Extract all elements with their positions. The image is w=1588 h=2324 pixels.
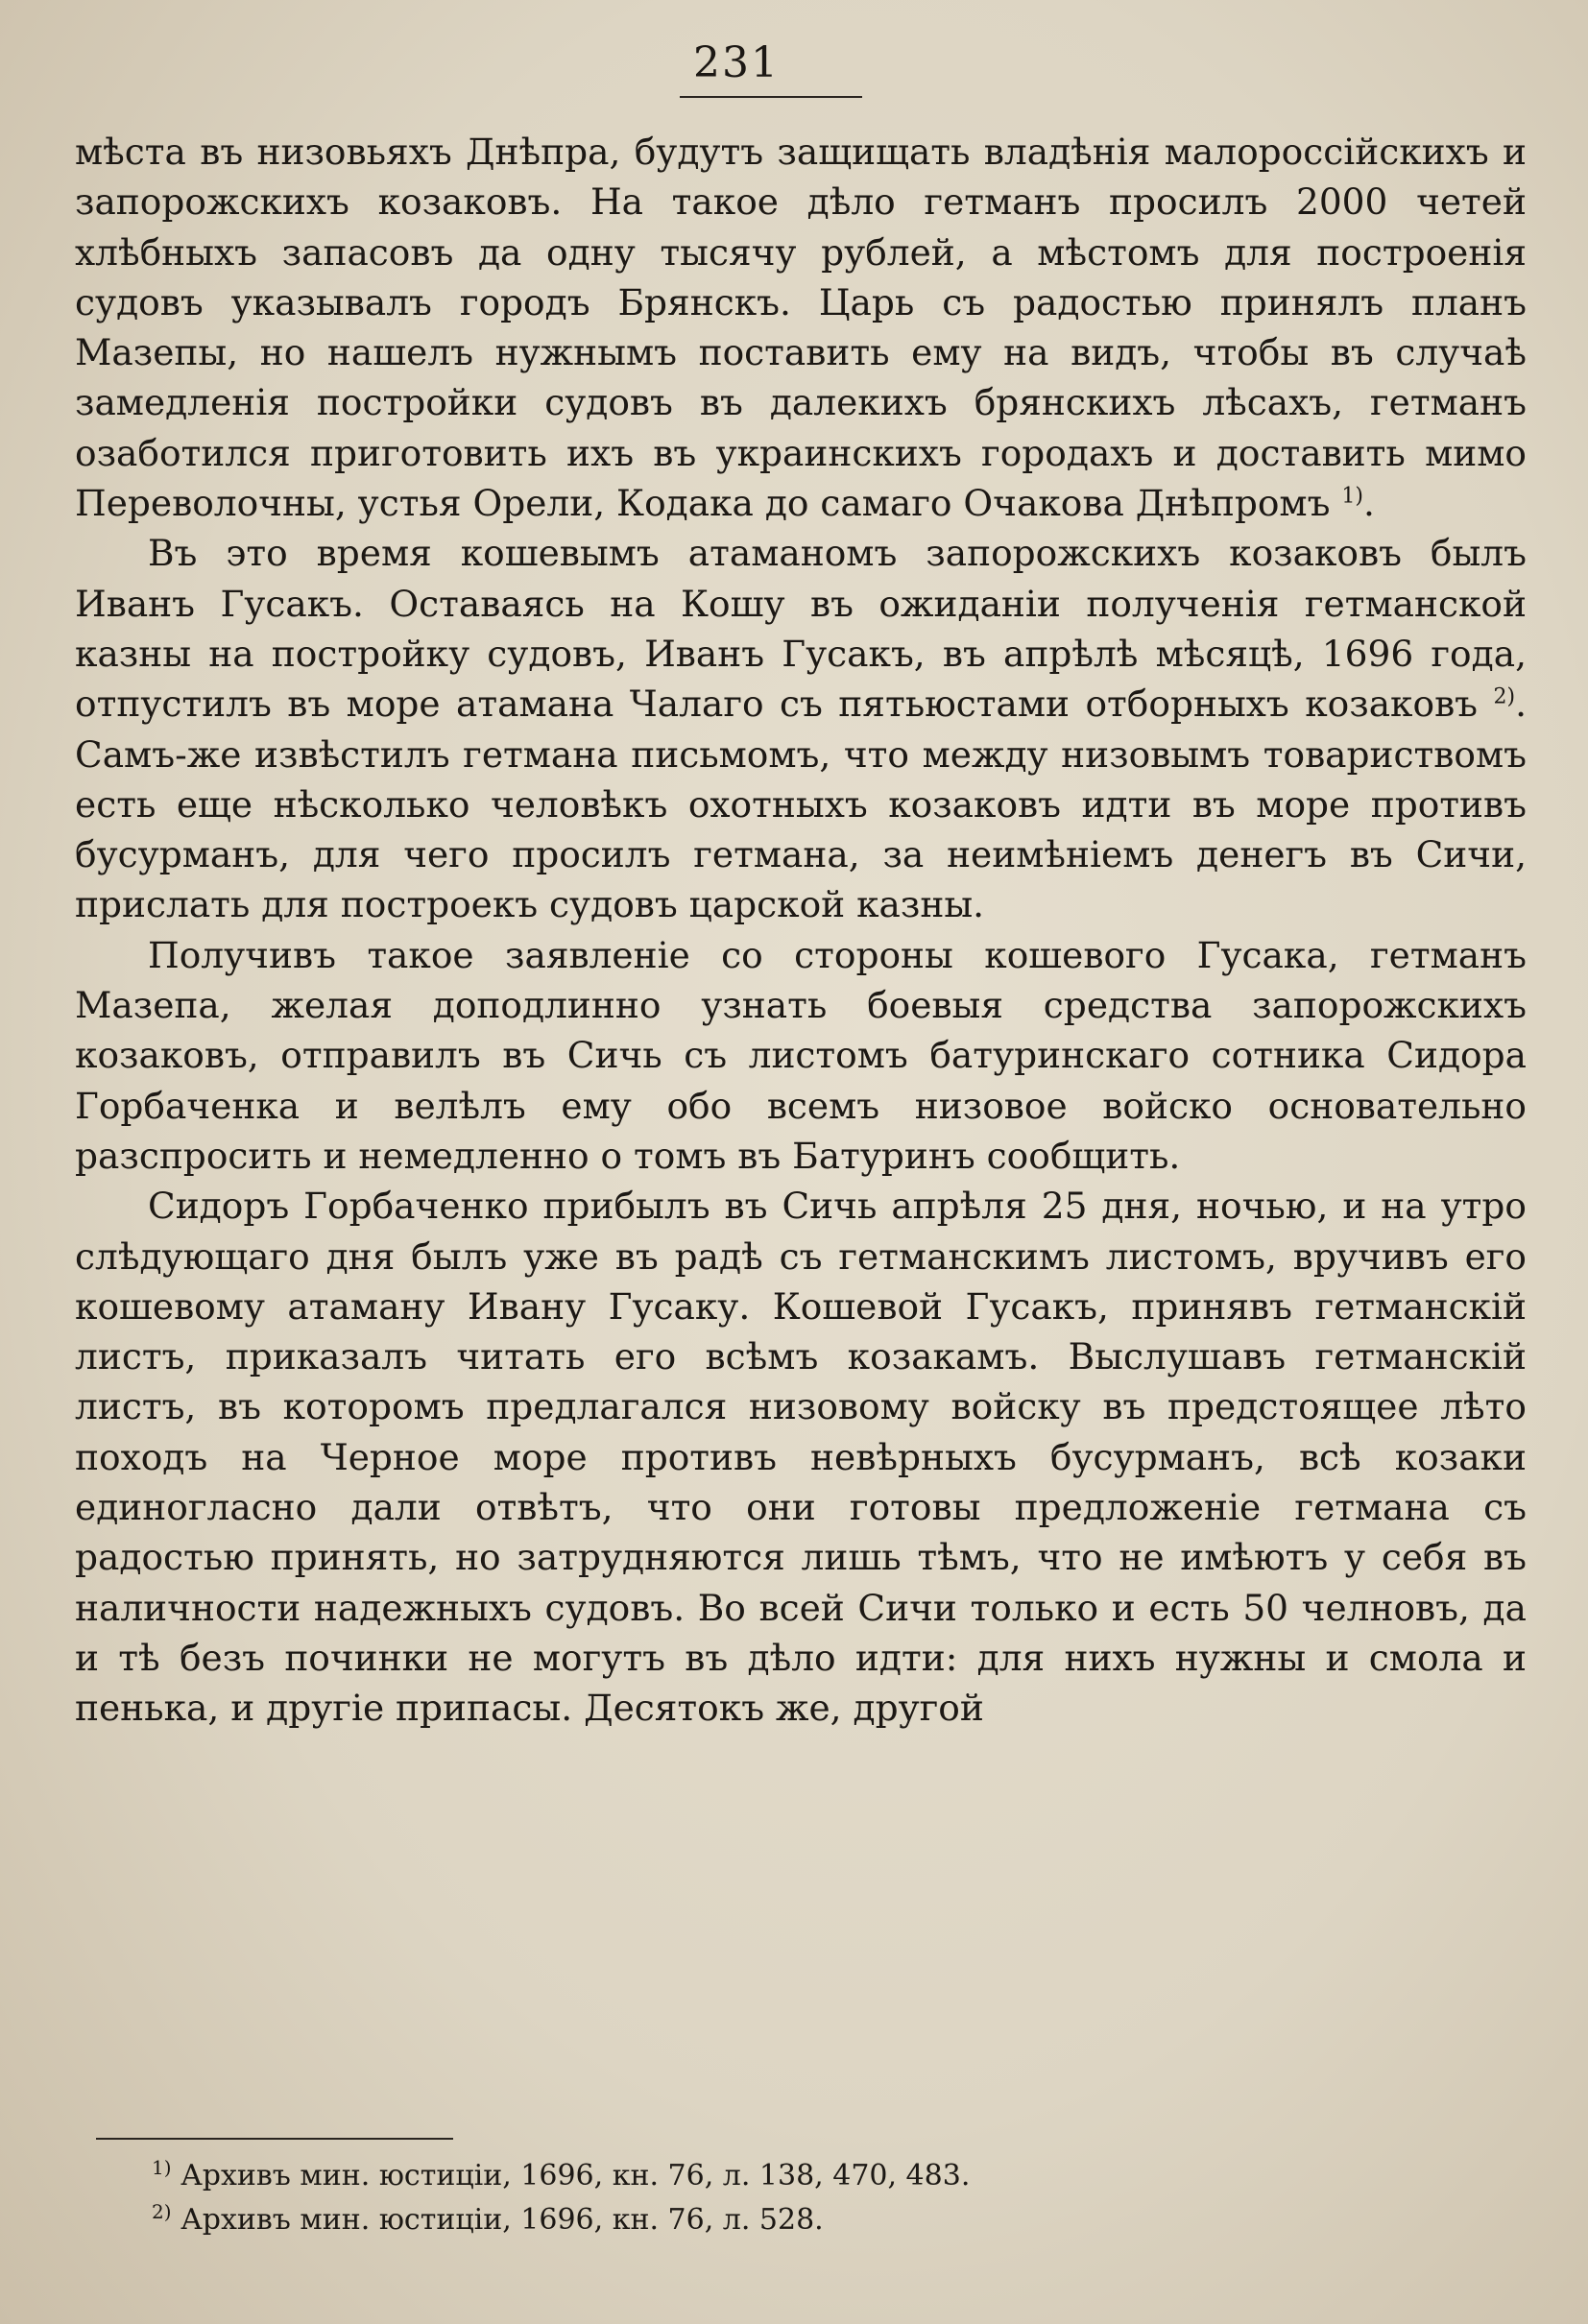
footnote-2-text: Архивъ мин. юстиціи, 1696, кн. 76, л. 528. <box>171 2203 824 2237</box>
paragraph-3-text: Получивъ такое заявленіе со стороны кошевого Гусака, гетманъ Мазепа, желая доподлинно узнать боевыя средства запорожскихъ козаковъ, отправилъ въ Сичь съ листомъ батуринскаго сотника Сидора Горбаченка и велѣлъ ему обо всемъ низовое войско основательно разспросить и немедленно о томъ въ Батуринъ сообщить. <box>75 933 1527 1177</box>
paragraph-1-text: мѣста въ низовьяхъ Днѣпра, будутъ защищать владѣнія малороссійскихъ и запорожскихъ козаковъ. На такое дѣло гетманъ просилъ 2000 четей хлѣбныхъ запасовъ да одну тысячу рублей, а мѣстомъ для построенія судовъ указывалъ городъ Брянскъ. Царь съ радостью принялъ планъ Мазепы, но нашелъ нужнымъ поставить ему на видъ, чтобы въ случаѣ замедленія постройки судовъ въ далекихъ брянскихъ лѣсахъ, гетманъ озаботился приготовить ихъ въ украинскихъ городахъ и доставить мимо Переволочны, устья Орели, Кодака до самаго Очакова Днѣпромъ <box>75 131 1527 525</box>
paragraph-2-text-after: . Самъ-же извѣстилъ гетмана письмомъ, что между низовымъ товариствомъ есть еще нѣсколько человѣкъ охотныхъ козаковъ идти въ море противъ бусурманъ, для чего просилъ гетмана, за неимѣніемъ денегъ въ Сичи, прислать для построекъ судовъ царской казны. <box>75 683 1527 926</box>
footnote-ref-1: 1) <box>1341 484 1363 509</box>
footnotes <box>152 2154 1400 2242</box>
footnote-2-mark: 2) <box>152 2200 172 2223</box>
page-number-rule <box>680 96 862 98</box>
paragraph-2 <box>75 528 1527 929</box>
footnote-2 <box>152 2198 1400 2242</box>
paragraph-1 <box>75 127 1527 528</box>
paragraph-4-text: Сидоръ Горбаченко прибылъ въ Сичь апрѣля 25 дня, ночью, и на утро слѣдующаго дня былъ уже въ радѣ съ гетманскимъ листомъ, вручивъ его кошевому атаману Ивану Гусаку. Кошевой Гусакъ, принявъ гетманскій листъ, приказалъ читать его всѣмъ козакамъ. Выслушавъ гетманскій листъ, въ которомъ предлагался низовому войску въ предстоящее лѣто походъ на Черное море противъ невѣрныхъ бусурманъ, всѣ козаки единогласно дали отвѣтъ, что они готовы предложеніе гетмана съ радостью принять, но затрудняются лишь тѣмъ, что не имѣютъ у себя въ наличности надежныхъ судовъ. Во всей Сичи только и есть 50 челновъ, да и тѣ безъ починки не могутъ въ дѣло идти: для нихъ нужны и смола и пенька, и другіе припасы. Десятокъ же, другой <box>75 1185 1527 1730</box>
footnote-1-text: Архивъ мин. юстиціи, 1696, кн. 76, л. 138, 470, 483. <box>171 2159 971 2192</box>
footnote-1 <box>152 2154 1400 2198</box>
paragraph-3 <box>75 930 1527 1181</box>
footnote-separator <box>96 2138 453 2140</box>
paragraph-4 <box>75 1181 1527 1733</box>
body-text <box>75 127 1527 1734</box>
paragraph-2-text: Въ это время кошевымъ атаманомъ запорожскихъ козаковъ былъ Иванъ Гусакъ. Оставаясь на Кошу въ ожиданіи полученія гетманской казны на постройку судовъ, Иванъ Гусакъ, въ апрѣлѣ мѣсяцѣ, 1696 года, отпустилъ въ море атамана Чалаго съ пятьюстами отборныхъ козаковъ <box>75 532 1527 726</box>
paragraph-1-text-after: . <box>1362 482 1375 525</box>
page-number: 231 <box>693 38 780 87</box>
footnote-ref-2: 2) <box>1493 684 1516 709</box>
footnote-1-mark: 1) <box>152 2156 172 2179</box>
